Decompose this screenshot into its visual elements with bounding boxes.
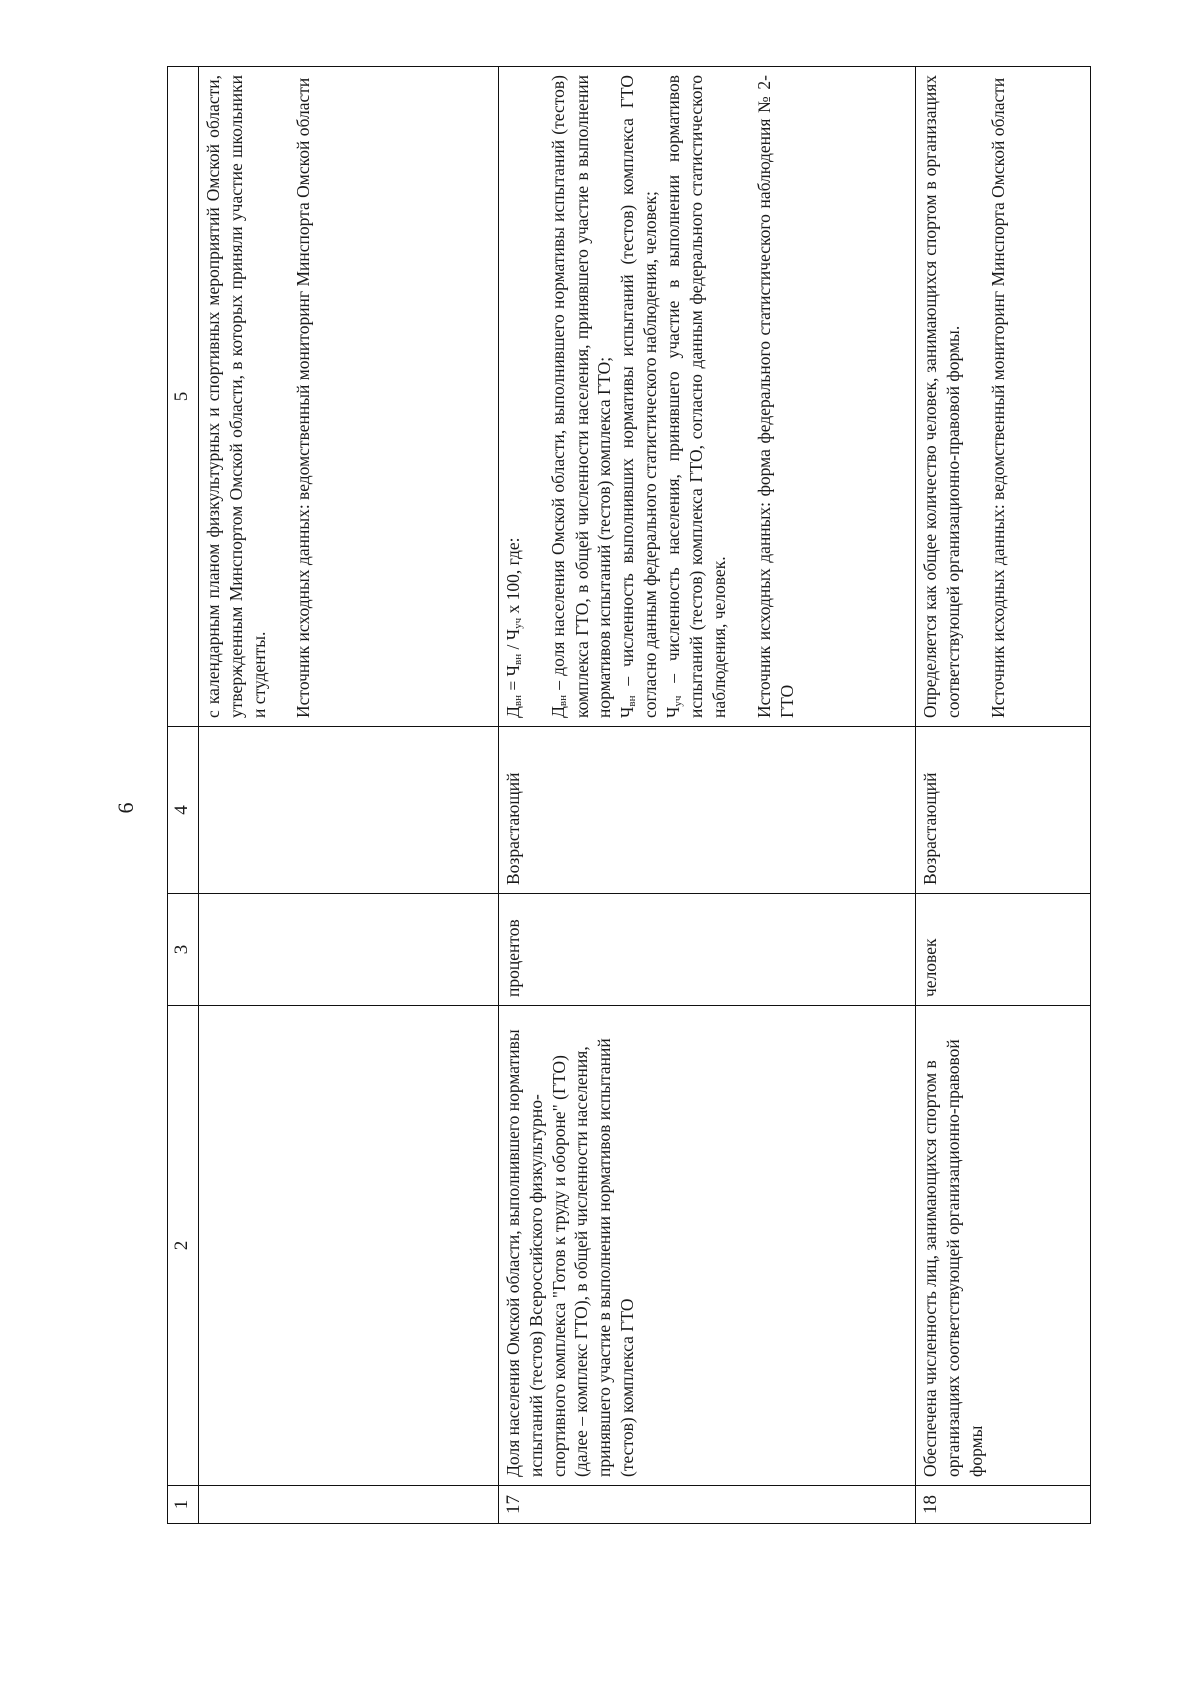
- unit-cell: [199, 894, 499, 1006]
- rotated-table-container: [167, 67, 1055, 1524]
- definition-d-vn: $Д_{вн}$ – доля населения Омской области, выполнившего нормативы испытаний (тестов) комплекса ГТО, в общей численности населения, принявшего участие в выполнении нормативов испытаний (тестов) комплекса ГТО;: [548, 75, 615, 718]
- description-text: с календарным планом физкультурных и спортивных мероприятий Омской области, утвержденным Минспортом Омской области, в которых приняли участие школьники и студенты.: [203, 75, 269, 718]
- data-source-text: Источник исходных данных: ведомственный мониторинг Минспорта Омской области: [987, 77, 1008, 718]
- data-source-text: Источник исходных данных: форма федерального статистического наблюдения № 2-ГТО: [753, 75, 797, 718]
- indicator-table: [167, 66, 1091, 1524]
- definition-ch-uch: $Ч_{уч}$ – численность населения, принявшего участие в выполнении нормативов испытаний (тестов) комплекса ГТО, согласно данным федерального статистического наблюдения, человек.: [663, 75, 730, 718]
- header-col-5: 5: [168, 67, 199, 727]
- unit-cell: процентов: [499, 894, 916, 1006]
- data-source-text: Источник исходных данных: ведомственный мониторинг Минспорта Омской области: [293, 77, 314, 718]
- row-number: 18: [916, 1486, 1091, 1524]
- indicator-name: [199, 1006, 499, 1486]
- table-row: [916, 67, 1091, 1524]
- indicator-name: Обеспечена численность лиц, занимающихся спортом в организациях соответствующей организационно-правовой формы: [916, 1006, 1091, 1486]
- description-text: Определяется как общее количество человек, занимающихся спортом в организациях соответствующей организационно-правовой формы.: [920, 75, 963, 718]
- row-number: 17: [499, 1486, 916, 1524]
- description-cell: [916, 67, 1091, 727]
- direction-cell: Возрастающий: [916, 727, 1091, 894]
- formula: $Д_{вн} = Ч_{вн} / Ч_{уч}$ х 100, где:: [503, 537, 524, 718]
- header-row: [168, 67, 199, 1524]
- direction-cell: [199, 727, 499, 894]
- table-row: [199, 67, 499, 1524]
- row-number: [199, 1486, 499, 1524]
- page-number: 6: [113, 802, 138, 814]
- description-cell: [499, 67, 916, 727]
- definition-ch-vn: $Ч_{вн}$ – численность выполнивших нормативы испытаний (тестов) комплекса ГТО согласно данным федерального статистического наблюдения, человек;: [617, 75, 661, 718]
- header-col-3: 3: [168, 894, 199, 1006]
- unit-cell: человек: [916, 894, 1091, 1006]
- header-col-4: 4: [168, 727, 199, 894]
- header-col-1: 1: [168, 1486, 199, 1524]
- direction-cell: Возрастающий: [499, 727, 916, 894]
- header-col-2: 2: [168, 1006, 199, 1486]
- description-cell: [199, 67, 499, 727]
- table-row: [499, 67, 916, 1524]
- indicator-name: Доля населения Омской области, выполнившего нормативы испытаний (тестов) Всероссийского физкультурно-спортивного комплекса "Готов к труду и обороне" (ГТО) (далее – комплекс ГТО), в общей численности населения, принявшего участие в выполнении нормативов испытаний (тестов) комплекса ГТО: [499, 1006, 916, 1486]
